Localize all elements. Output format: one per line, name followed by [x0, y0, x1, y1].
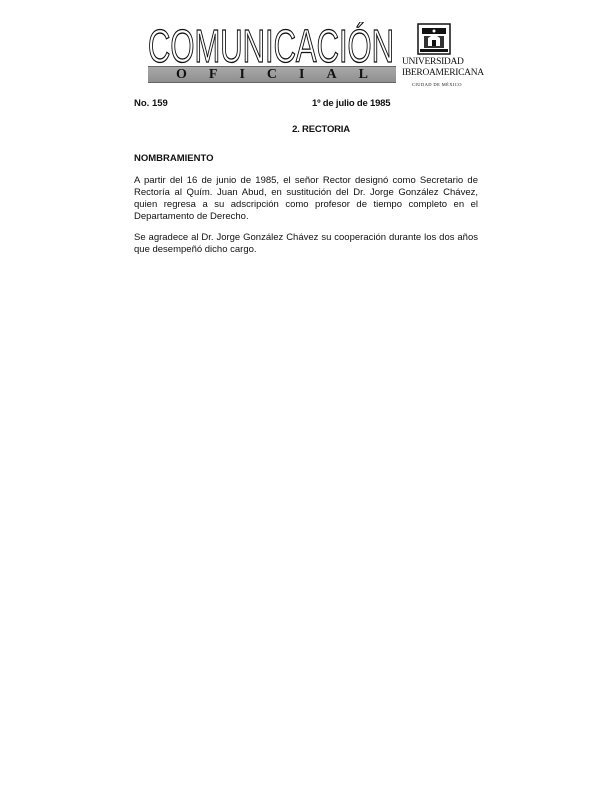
notice-paragraph-1: A partir del 16 de junio de 1985, el señor Rector designó como Secretario de Rectoría al Quím. Juan Abud, en sustitución del Dr. Jorge González Chávez, quien regresa a su adscripción como profesor de tiempo completo en el Departamento de Derecho.	[134, 175, 478, 222]
section-title-text: 2. RECTORIA	[292, 124, 350, 135]
masthead-subtitle-bar	[148, 66, 396, 83]
university-name-line2: IBEROAMERICANA	[402, 68, 484, 78]
university-name-line1: UNIVERSIDAD	[402, 57, 464, 67]
masthead	[146, 22, 396, 84]
issue-date: 1º de julio de 1985	[312, 98, 391, 109]
issue-number: No. 159	[134, 98, 168, 109]
university-logo	[402, 22, 484, 92]
masthead-title: COMUNICACIÓN	[148, 22, 394, 66]
notice-paragraph-2: Se agradece al Dr. Jorge González Chávez su cooperación durante los dos años que desempeñó dicho cargo.	[134, 232, 478, 255]
masthead-subtitle: OFICIAL	[176, 67, 390, 82]
university-city: CIUDAD DE MÉXICO	[412, 82, 462, 87]
masthead-title-art	[146, 22, 396, 66]
notice-heading: NOMBRAMIENTO	[134, 153, 214, 164]
university-emblem-icon	[414, 22, 454, 56]
section-title	[0, 124, 612, 135]
